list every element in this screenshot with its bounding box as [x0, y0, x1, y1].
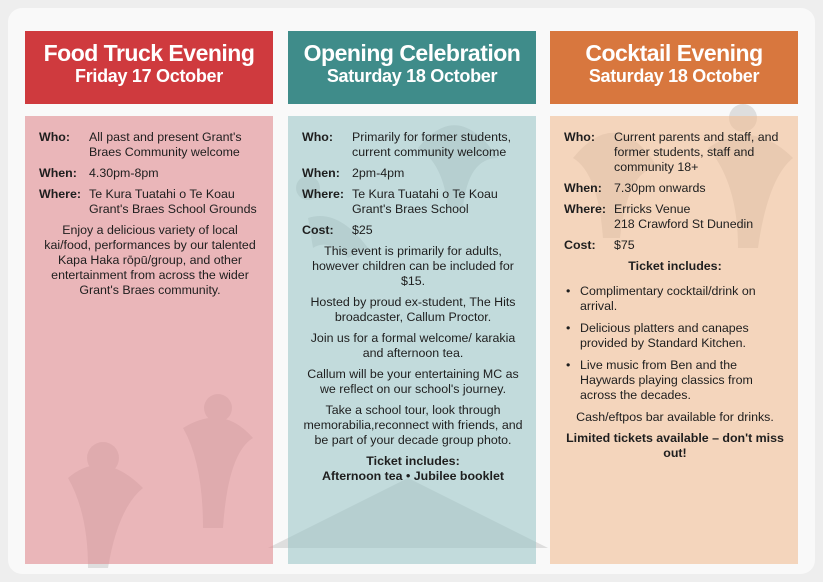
where-value: Te Kura Tuatahi o Te Koau Grant's Braes School: [352, 187, 498, 216]
ticket-includes-heading: Ticket includes:: [628, 259, 722, 273]
who-row: [39, 130, 261, 160]
who-label: Who:: [564, 130, 595, 144]
cost-value: $25: [352, 223, 373, 237]
ticket-includes-heading: Ticket includes:: [366, 454, 460, 468]
list-item: • Live music from Ben and the Haywards playing classics from across the decades.: [564, 358, 786, 403]
when-label: When:: [564, 181, 602, 195]
cost-label: Cost:: [564, 238, 596, 252]
where-label: Where:: [302, 187, 344, 201]
food-truck-evening-column: [25, 31, 273, 564]
cost-row: [302, 223, 524, 238]
food-truck-header: [25, 31, 273, 104]
cocktail-evening-column: [550, 31, 798, 564]
food-truck-details: [25, 116, 273, 564]
welcome-note: Join us for a formal welcome/ karakia and afternoon tea.: [310, 331, 516, 360]
cost-row: [564, 238, 786, 253]
when-row: [39, 166, 261, 181]
ticket-includes-list: [564, 284, 786, 403]
where-row: [564, 202, 786, 232]
who-row: [564, 130, 786, 175]
cocktail-evening-header: [550, 31, 798, 104]
list-item: • Delicious platters and canapes provided by Standard Kitchen.: [564, 321, 786, 351]
event-date: Friday 17 October: [75, 66, 223, 86]
flyer-card: [8, 8, 815, 574]
mc-note: Callum will be your entertaining MC as we reflect on our school's journey.: [307, 367, 519, 396]
who-label: Who:: [302, 130, 333, 144]
when-label: When:: [39, 166, 77, 180]
who-value: Primarily for former students, current community welcome: [352, 130, 512, 159]
event-title: Opening Celebration: [303, 40, 521, 66]
where-row: [302, 187, 524, 217]
who-label: Who:: [39, 130, 70, 144]
when-value: 2pm-4pm: [352, 166, 405, 180]
tour-note: Take a school tour, look through memorabilia,reconnect with friends, and be part of your decade group photo.: [303, 403, 523, 447]
where-value: [614, 202, 786, 232]
venue-address: 218 Crawford St Dunedin: [614, 217, 754, 231]
children-pricing-note: This event is primarily for adults, however children can be included for $15.: [312, 244, 514, 288]
event-description: Enjoy a delicious variety of local kai/food, performances by our talented Kapa Haka rōpū/group, and other entertainment from across the wider Grant's Braes community.: [44, 223, 256, 297]
who-value: All past and present Grant's Braes Community welcome: [89, 130, 242, 159]
opening-celebration-header: [288, 31, 536, 104]
where-value: Te Kura Tuatahi o Te Koau Grant's Braes School Grounds: [89, 187, 257, 216]
cash-bar-note: Cash/eftpos bar available for drinks.: [576, 410, 774, 424]
venue-name: Erricks Venue: [614, 202, 691, 216]
where-row: [39, 187, 261, 217]
opening-celebration-column: [288, 31, 536, 564]
when-row: [302, 166, 524, 181]
event-title: Cocktail Evening: [585, 40, 763, 66]
when-value: 4.30pm-8pm: [89, 166, 159, 180]
opening-celebration-details: [288, 116, 536, 564]
ticket-includes-items: Afternoon tea • Jubilee booklet: [322, 469, 504, 483]
when-value: 7.30pm onwards: [614, 181, 706, 195]
cocktail-evening-details: [550, 116, 798, 564]
when-row: [564, 181, 786, 196]
who-row: [302, 130, 524, 160]
where-label: Where:: [564, 202, 606, 216]
where-label: Where:: [39, 187, 81, 201]
cost-value: $75: [614, 238, 635, 252]
cost-label: Cost:: [302, 223, 334, 237]
host-note: Hosted by proud ex-student, The Hits broadcaster, Callum Proctor.: [310, 295, 516, 324]
limited-tickets-note: Limited tickets available – don't miss out!: [566, 431, 784, 460]
when-label: When:: [302, 166, 340, 180]
event-date: Saturday 18 October: [326, 66, 498, 86]
event-date: Saturday 18 October: [588, 66, 760, 86]
who-value: Current parents and staff, and former students, staff and community 18+: [614, 130, 779, 174]
list-item: • Complimentary cocktail/drink on arrival.: [564, 284, 786, 314]
event-title: Food Truck Evening: [43, 40, 255, 66]
